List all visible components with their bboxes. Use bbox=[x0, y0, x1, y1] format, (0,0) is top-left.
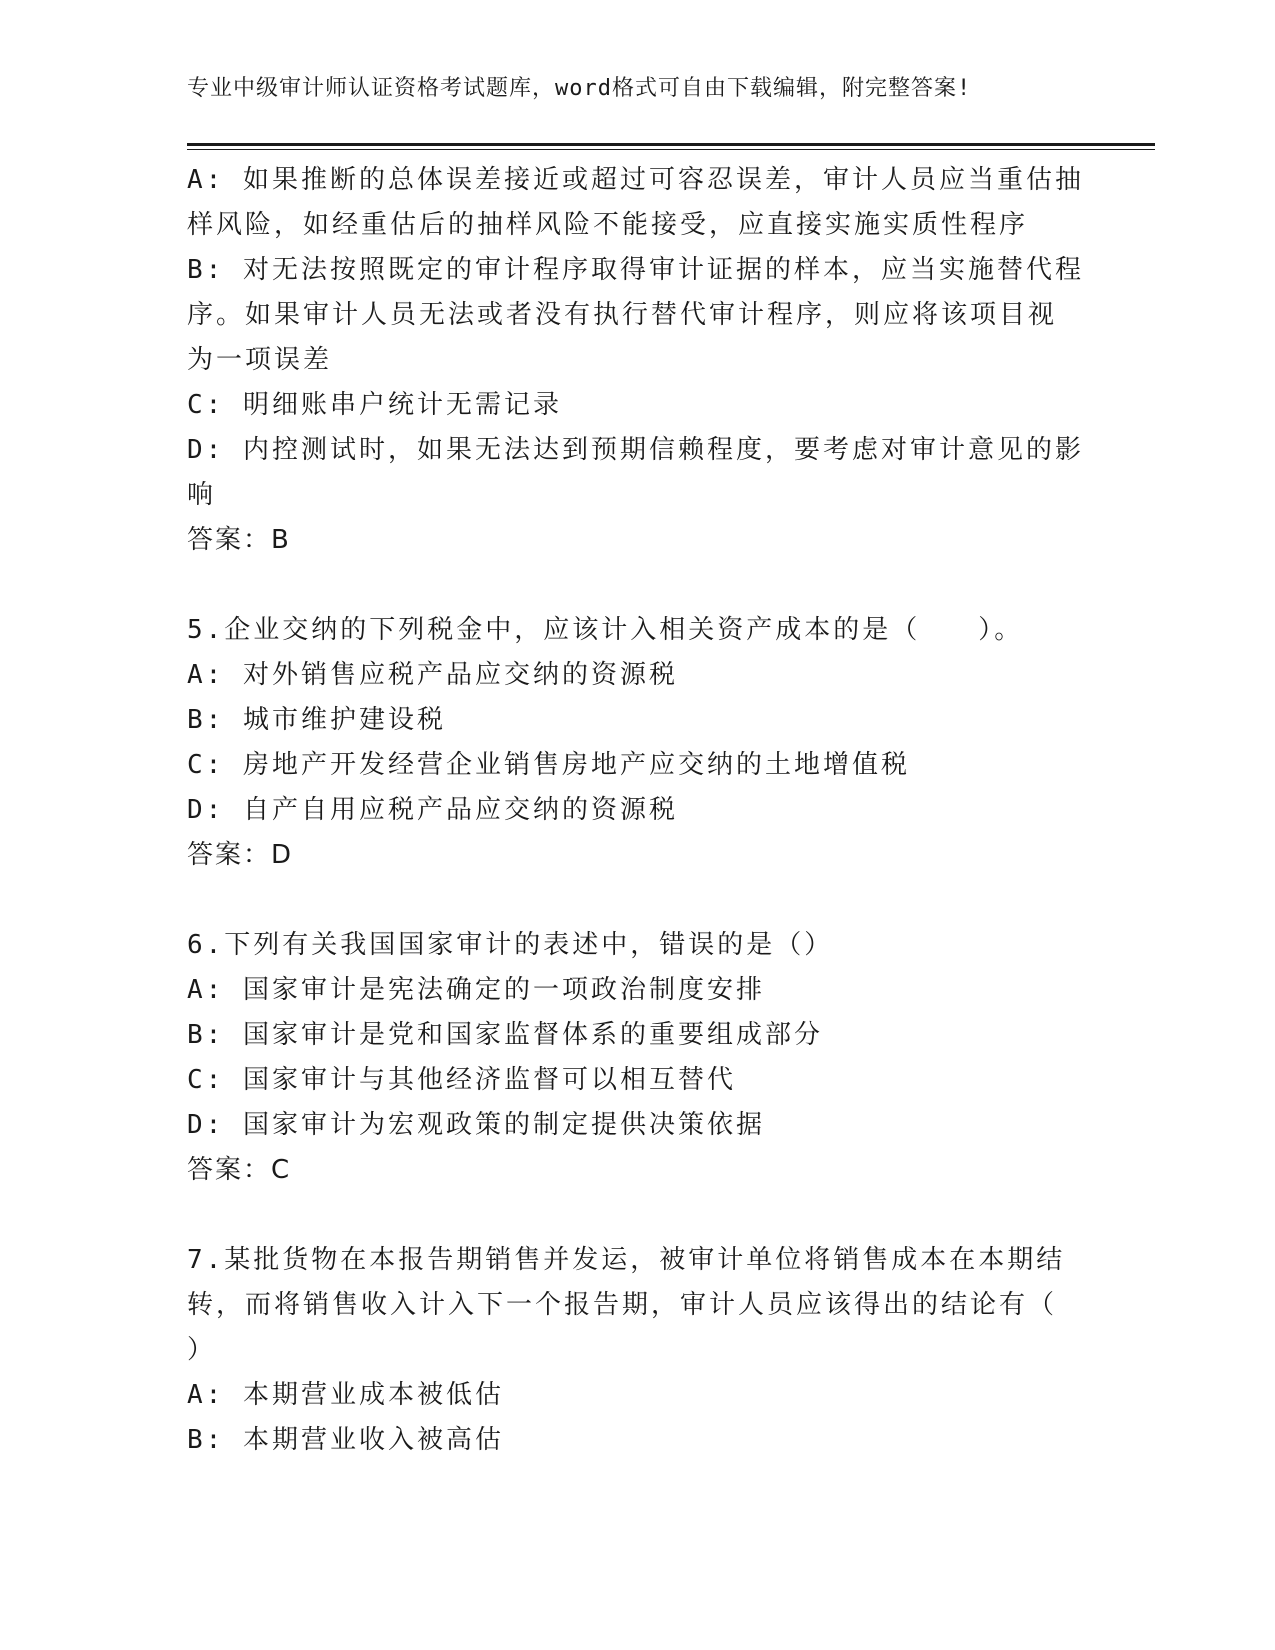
spacer bbox=[187, 1193, 1067, 1238]
question-content bbox=[187, 158, 1084, 1463]
header-rule-thick bbox=[187, 143, 1155, 146]
question-block bbox=[187, 608, 1067, 878]
option-line: A: 国家审计是宪法确定的一项政治制度安排 bbox=[187, 975, 765, 1005]
option-line: C: 明细账串户统计无需记录 bbox=[187, 390, 562, 420]
option-line: A: 对外销售应税产品应交纳的资源税 bbox=[187, 660, 678, 690]
option-line: B: 本期营业收入被高估 bbox=[187, 1425, 504, 1455]
option-line: C: 房地产开发经营企业销售房地产应交纳的土地增值税 bbox=[187, 750, 910, 780]
option-line: 序。如果审计人员无法或者没有执行替代审计程序，则应将该项目视 bbox=[187, 300, 1058, 330]
question-block bbox=[187, 158, 1084, 563]
option-line: B: 对无法按照既定的审计程序取得审计证据的样本，应当实施替代程 bbox=[187, 255, 1084, 285]
option-line: 为一项误差 bbox=[187, 345, 333, 375]
option-line: B: 城市维护建设税 bbox=[187, 705, 446, 735]
option-line: D: 自产自用应税产品应交纳的资源税 bbox=[187, 795, 678, 825]
question-block bbox=[187, 1238, 1067, 1463]
question-block bbox=[187, 923, 1067, 1193]
question-stem: 5.企业交纳的下列税金中，应该计入相关资产成本的是（ ）。 bbox=[187, 615, 1024, 645]
option-line: A: 如果推断的总体误差接近或超过可容忍误差，审计人员应当重估抽 bbox=[187, 165, 1084, 195]
question-stem: ） bbox=[187, 1335, 217, 1365]
option-line: C: 国家审计与其他经济监督可以相互替代 bbox=[187, 1065, 736, 1095]
question-stem: 转，而将销售收入计入下一个报告期，审计人员应该得出的结论有（ bbox=[187, 1290, 1058, 1320]
question-stem: 7.某批货物在本报告期销售并发运，被审计单位将销售成本在本期结 bbox=[187, 1245, 1066, 1275]
option-line: 样风险，如经重估后的抽样风险不能接受，应直接实施实质性程序 bbox=[187, 210, 1029, 240]
answer-line: 答案：D bbox=[187, 840, 294, 870]
question-stem: 6.下列有关我国国家审计的表述中，错误的是（） bbox=[187, 930, 834, 960]
option-line: B: 国家审计是党和国家监督体系的重要组成部分 bbox=[187, 1020, 823, 1050]
spacer bbox=[187, 878, 1067, 923]
page-header: 专业中级审计师认证资格考试题库，word格式可自由下载编辑，附完整答案! bbox=[187, 76, 972, 101]
header-rule-thin bbox=[187, 149, 1155, 150]
answer-line: 答案：B bbox=[187, 525, 291, 555]
answer-line: 答案：C bbox=[187, 1155, 292, 1185]
option-line: D: 内控测试时，如果无法达到预期信赖程度，要考虑对审计意见的影 bbox=[187, 435, 1084, 465]
option-line: D: 国家审计为宏观政策的制定提供决策依据 bbox=[187, 1110, 765, 1140]
option-line: A: 本期营业成本被低估 bbox=[187, 1380, 504, 1410]
spacer bbox=[187, 563, 1067, 608]
option-line: 响 bbox=[187, 480, 217, 510]
